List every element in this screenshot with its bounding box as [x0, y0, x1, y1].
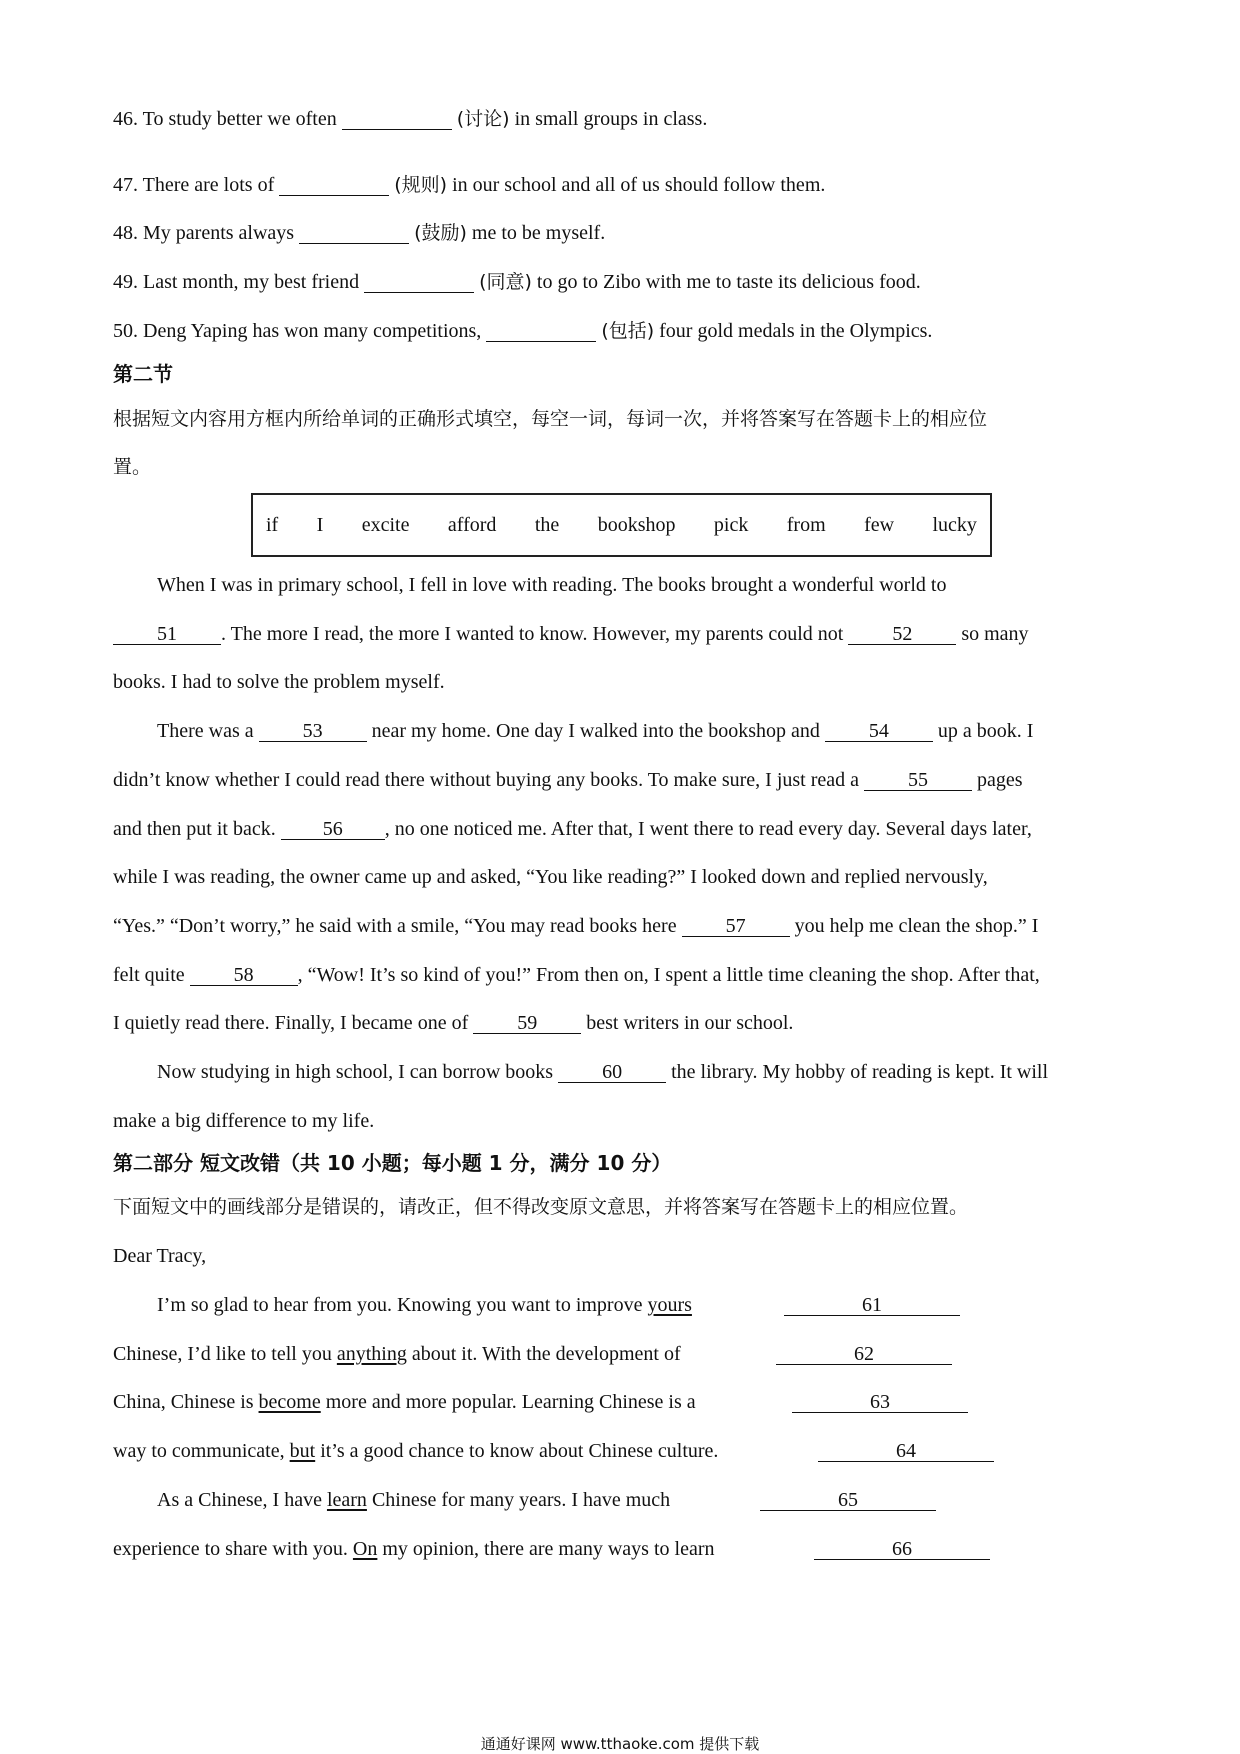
answer-63 — [792, 1392, 968, 1413]
answer-blank[interactable]: 63 — [792, 1392, 968, 1413]
blank-56[interactable]: 56 — [281, 819, 385, 840]
blank-60[interactable]: 60 — [558, 1062, 666, 1083]
word-option: from — [786, 513, 826, 536]
question-48: 48. My parents always (鼓励) me to be myself. — [113, 222, 606, 244]
passage-line: and then put it back. 56 , no one noticed me. After that, I went there to read every day. Several days later, — [113, 818, 1032, 840]
question-46: 46. To study better we often (讨论) in small groups in class. — [113, 108, 708, 130]
error-word: become — [258, 1391, 321, 1413]
answer-62 — [776, 1344, 952, 1365]
section-heading: 第二节 — [113, 362, 173, 386]
answer-66 — [814, 1539, 990, 1560]
answer-blank[interactable] — [342, 109, 452, 130]
blank-58[interactable]: 58 — [190, 965, 298, 986]
passage-line: 51 . The more I read, the more I wanted to know. However, my parents could not 52 so many — [113, 624, 1029, 645]
part2-heading: 第二部分 短文改错（共 10 小题；每小题 1 分，满分 10 分） — [113, 1151, 672, 1175]
blank-55[interactable]: 55 — [864, 770, 972, 791]
word-option: excite — [361, 513, 410, 536]
section-instruction: 根据短文内容用方框内所给单词的正确形式填空，每空一词，每词一次，并将答案写在答题卡上的相应位 — [113, 408, 988, 430]
answer-blank[interactable] — [299, 223, 409, 244]
letter-line: Chinese, I’d like to tell you anything about it. With the development of — [113, 1343, 681, 1365]
passage-line: I quietly read there. Finally, I became one of 59 best writers in our school. — [113, 1012, 794, 1034]
passage-line: Now studying in high school, I can borrow books 60 the library. My hobby of reading is kept. It will — [157, 1061, 1049, 1083]
answer-blank[interactable]: 66 — [814, 1539, 990, 1560]
question-47: 47. There are lots of (规则) in our school and all of us should follow them. — [113, 174, 826, 196]
passage-line: felt quite 58 , “Wow! It’s so kind of you!” From then on, I spent a little time cleaning the shop. After that, — [113, 964, 1040, 986]
answer-blank[interactable] — [486, 321, 596, 342]
error-word: yours — [647, 1294, 692, 1316]
letter-line: As a Chinese, I have learn Chinese for many years. I have much — [157, 1489, 671, 1511]
footer-credit: 通通好课网 www.tthaoke.com 提供下载 — [480, 1735, 760, 1753]
word-option: I — [316, 513, 324, 536]
word-option: pick — [713, 513, 749, 536]
blank-53[interactable]: 53 — [259, 721, 367, 742]
passage-line: while I was reading, the owner came up and asked, “You like reading?” I looked down and replied nervously, — [113, 866, 988, 888]
error-word: On — [352, 1538, 378, 1560]
letter-line: I’m so glad to hear from you. Knowing you want to improve yours — [157, 1294, 692, 1316]
blank-59[interactable]: 59 — [473, 1013, 581, 1034]
blank-52[interactable]: 52 — [848, 624, 956, 645]
question-49: 49. Last month, my best friend (同意) to go to Zibo with me to taste its delicious food. — [113, 271, 921, 293]
answer-blank[interactable]: 61 — [784, 1295, 960, 1316]
word-option: few — [864, 513, 895, 536]
letter-line: China, Chinese is become more and more popular. Learning Chinese is a — [113, 1391, 696, 1413]
error-word: anything — [336, 1343, 407, 1365]
passage-line: When I was in primary school, I fell in love with reading. The books brought a wonderful world to — [157, 574, 947, 596]
error-word: learn — [326, 1489, 367, 1511]
letter-line: way to communicate, but it’s a good chance to know about Chinese culture. — [113, 1440, 719, 1462]
error-word: but — [289, 1440, 316, 1462]
letter-greeting: Dear Tracy, — [113, 1245, 207, 1267]
blank-51[interactable]: 51 — [113, 624, 221, 645]
answer-64 — [818, 1441, 994, 1462]
passage-line: “Yes.” “Don’t worry,” he said with a smile, “You may read books here 57 you help me clean the shop.” I — [113, 915, 1039, 937]
letter-line: experience to share with you. On my opinion, there are many ways to learn — [113, 1538, 715, 1560]
part2-instruction: 下面短文中的画线部分是错误的，请改正，但不得改变原文意思，并将答案写在答题卡上的相应位置。 — [113, 1196, 969, 1218]
answer-blank[interactable]: 65 — [760, 1490, 936, 1511]
question-50: 50. Deng Yaping has won many competitions, (包括) four gold medals in the Olympics. — [113, 320, 933, 342]
word-option: if — [266, 513, 279, 536]
answer-blank[interactable] — [364, 272, 474, 293]
answer-blank[interactable]: 62 — [776, 1344, 952, 1365]
word-option: lucky — [932, 513, 977, 536]
answer-blank[interactable]: 64 — [818, 1441, 994, 1462]
word-option: afford — [447, 513, 497, 536]
section-instruction-cont: 置。 — [113, 456, 152, 478]
word-option: bookshop — [597, 513, 676, 536]
blank-57[interactable]: 57 — [682, 916, 790, 937]
passage-line: didn’t know whether I could read there without buying any books. To make sure, I just read a 55 pages — [113, 769, 1023, 791]
answer-61 — [784, 1295, 960, 1316]
answer-65 — [760, 1490, 936, 1511]
passage-line: make a big difference to my life. — [113, 1110, 375, 1132]
blank-54[interactable]: 54 — [825, 721, 933, 742]
passage-line: There was a 53 near my home. One day I walked into the bookshop and 54 up a book. I — [157, 720, 1034, 742]
word-box — [251, 493, 992, 557]
answer-blank[interactable] — [279, 175, 389, 196]
word-option: the — [534, 513, 560, 536]
passage-line: books. I had to solve the problem myself. — [113, 671, 445, 693]
